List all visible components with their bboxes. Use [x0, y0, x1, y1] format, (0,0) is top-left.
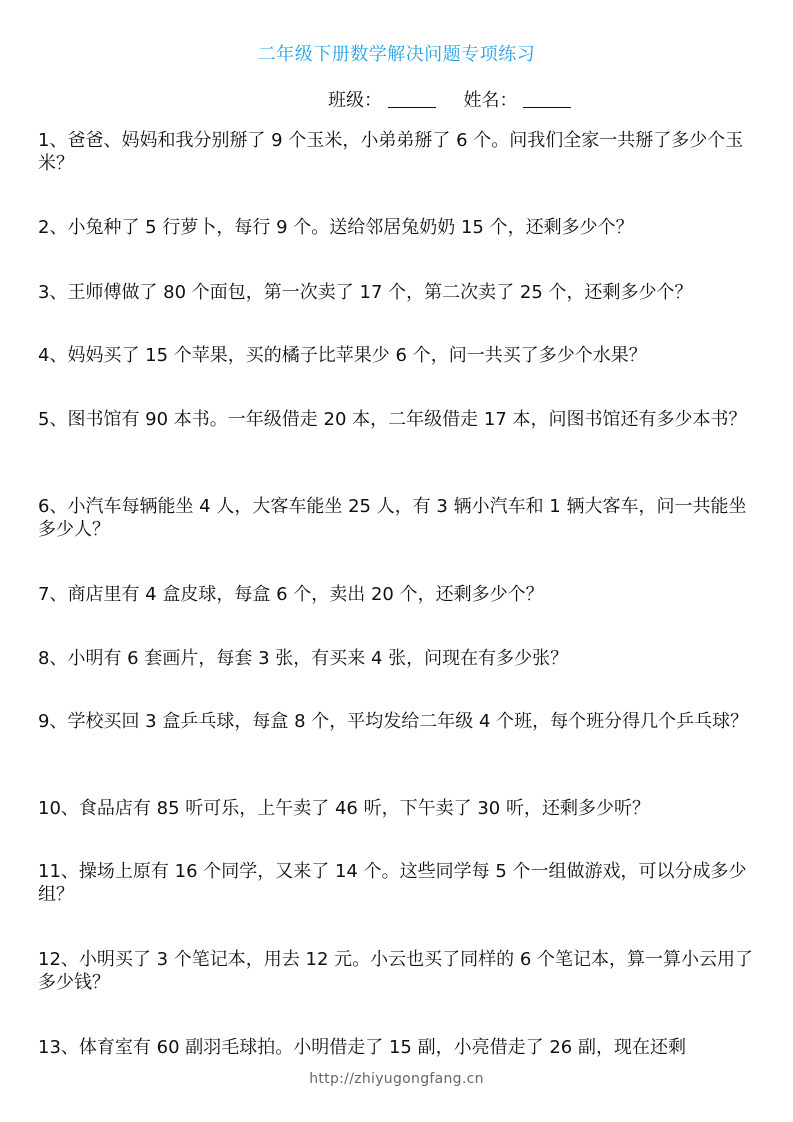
- question-10: 10、食品店有 85 听可乐，上午卖了 46 听，下午卖了 30 听，还剩多少听？: [38, 798, 650, 819]
- question-7: 7、商店里有 4 盒皮球，每盒 6 个，卖出 20 个，还剩多少个？: [38, 584, 544, 605]
- name-blank: [523, 91, 571, 108]
- question-12: 12、小明买了 3 个笔记本，用去 12 元。小云也买了同样的 6 个笔记本，算一算小云用了多少钱？: [38, 949, 754, 993]
- name-label: 姓名：: [463, 90, 518, 111]
- question-11: 11、操场上原有 16 个同学，又来了 14 个。这些同学每 5 个一组做游戏，可以分成多少组？: [38, 861, 747, 905]
- question-1: 1、爸爸、妈妈和我分别掰了 9 个玉米，小弟弟掰了 6 个。问我们全家一共掰了多少个玉米？: [38, 130, 744, 174]
- class-blank: [388, 91, 436, 108]
- student-info-line: [328, 86, 571, 112]
- class-label: 班级：: [328, 90, 382, 111]
- question-13: 13、体育室有 60 副羽毛球拍。小明借走了 15 副，小亮借走了 26 副，现在还剩: [38, 1037, 686, 1058]
- question-4: 4、妈妈买了 15 个苹果，买的橘子比苹果少 6 个，问一共买了多少个水果？: [38, 345, 647, 366]
- question-5: 5、图书馆有 90 本书。一年级借走 20 本，二年级借走 17 本，问图书馆还有多少本书？: [38, 409, 747, 430]
- question-3: 3、王师傅做了 80 个面包，第一次卖了 17 个，第二次卖了 25 个，还剩多少个？: [38, 282, 693, 303]
- question-8: 8、小明有 6 套画片，每套 3 张，有买来 4 张，问现在有多少张？: [38, 648, 569, 669]
- page-title: 二年级下册数学解决问题专项练习: [257, 44, 536, 65]
- footer-url: http://zhiyugongfang.cn: [309, 1071, 484, 1087]
- question-6: 6、小汽车每辆能坐 4 人，大客车能坐 25 人，有 3 辆小汽车和 1 辆大客车，问一共能坐多少人？: [38, 496, 747, 540]
- question-2: 2、小兔种了 5 行萝卜，每行 9 个。送给邻居兔奶奶 15 个，还剩多少个？: [38, 217, 634, 238]
- question-9: 9、学校买回 3 盒乒乓球，每盒 8 个，平均发给二年级 4 个班，每个班分得几个乒乓球？: [38, 711, 749, 732]
